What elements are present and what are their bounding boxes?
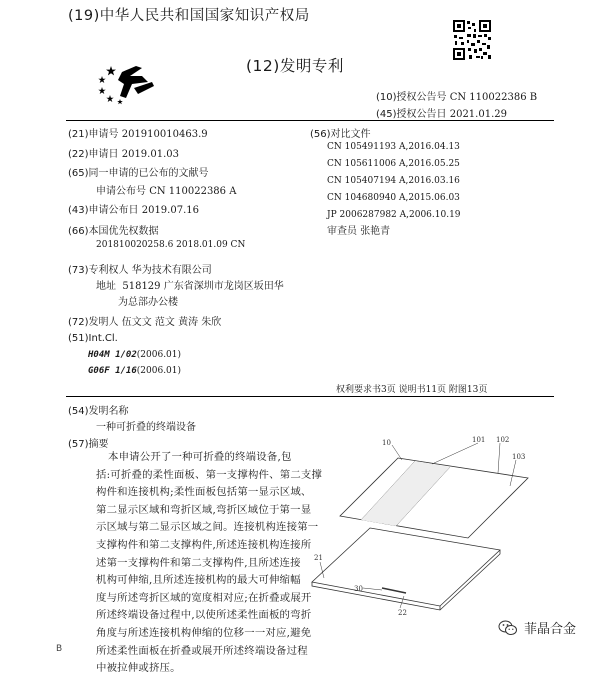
patentee-row bbox=[68, 261, 212, 276]
examiner-row bbox=[327, 222, 390, 237]
refs-label: (56)对比文件 bbox=[310, 129, 371, 140]
figure-label: 102 bbox=[496, 436, 510, 444]
ipc2-row bbox=[88, 366, 181, 376]
abstract-label: (57)摘要 bbox=[68, 439, 109, 450]
priority-data: 201810020258.6 2018.01.09 CN bbox=[96, 240, 246, 250]
device-base bbox=[312, 528, 500, 606]
cnipa-logo-icon bbox=[96, 62, 160, 106]
grant-pub-no-row bbox=[376, 88, 537, 103]
grant-pub-date: 2021.01.29 bbox=[449, 109, 507, 120]
wechat-icon bbox=[498, 620, 518, 636]
title-label: (54)发明名称 bbox=[68, 406, 129, 417]
grant-pub-date-row bbox=[376, 105, 507, 120]
figure-label: 10 bbox=[382, 439, 391, 447]
figure-label: 103 bbox=[512, 453, 526, 461]
pages-info: 权利要求书3页 说明书11页 附图13页 bbox=[336, 385, 488, 395]
figure-label: 30 bbox=[354, 585, 363, 593]
abstract-line: 所述终端设备过程中,以使所述柔性面板的弯折 bbox=[96, 609, 312, 622]
address-row bbox=[96, 277, 284, 292]
app-no-label: (21)申请号 bbox=[68, 129, 119, 140]
office-name: (19)中华人民共和国国家知识产权局 bbox=[68, 8, 310, 24]
abstract-line: 所述柔性面板在折叠或展开所述终端设备过程 bbox=[96, 644, 308, 657]
abstract-line: 度与所述弯折区域的宽度相对应;在折叠或展开 bbox=[96, 591, 312, 604]
inventor-row bbox=[68, 313, 221, 328]
app-date: 2019.01.03 bbox=[121, 149, 179, 160]
prior-pub-no: CN 110022386 A bbox=[149, 186, 237, 197]
document-type: (12)发明专利 bbox=[246, 57, 344, 75]
invention-title: 一种可折叠的终端设备 bbox=[96, 422, 196, 433]
watermark bbox=[498, 618, 576, 637]
figure-label: 22 bbox=[398, 609, 407, 617]
section-divider bbox=[66, 396, 554, 397]
ref-item: CN 104680940 A,2015.06.03 bbox=[327, 193, 460, 203]
app-no-row bbox=[68, 125, 208, 140]
address-label: 地址 bbox=[96, 281, 116, 292]
abstract-line: 括:可折叠的柔性面板、第一支撑构件、第二支撑 bbox=[96, 468, 323, 481]
ipc2-ver: (2006.01) bbox=[136, 366, 182, 376]
prior-pub-label: (65)同一申请的已公布的文献号 bbox=[68, 168, 209, 179]
ipc1-row bbox=[88, 350, 181, 360]
abstract-line: 支撑构件和第二支撑构件,所述连接机构连接所 bbox=[96, 539, 312, 551]
app-date-label: (22)申请日 bbox=[68, 149, 119, 160]
ref-item: CN 105407194 A,2016.03.16 bbox=[327, 176, 460, 186]
pub-date: 2019.07.16 bbox=[141, 205, 199, 216]
ref-item: CN 105491193 A,2016.04.13 bbox=[327, 142, 460, 152]
address-line2: 为总部办公楼 bbox=[118, 297, 178, 308]
abstract-line: 第二显示区域和弯折区域,弯折区域位于第一显 bbox=[96, 503, 312, 516]
inventor-label: (72)发明人 bbox=[68, 317, 119, 328]
ipc2-code: G06F 1/16 bbox=[88, 366, 137, 376]
prior-pub-sub-label: 申请公布号 bbox=[96, 186, 146, 197]
grant-pub-no: CN 110022386 B bbox=[449, 92, 538, 103]
patentee-label: (73)专利权人 bbox=[68, 265, 129, 276]
patentee: 华为技术有限公司 bbox=[131, 265, 212, 276]
grant-pub-no-label: (10)授权公告号 bbox=[376, 92, 447, 103]
header-divider bbox=[66, 120, 554, 121]
pub-date-row bbox=[68, 201, 199, 216]
abstract-line: 角度与所述连接机构伸缩的位移一一对应,避免 bbox=[96, 627, 312, 639]
app-no: 201910010463.9 bbox=[121, 129, 208, 140]
figure-label: 101 bbox=[472, 436, 486, 444]
address-line1: 518129 广东省深圳市龙岗区坂田华 bbox=[122, 281, 284, 292]
abstract-line: 机构可伸缩,且所述连接机构的最大可伸缩幅 bbox=[96, 574, 301, 587]
watermark-text: 菲晶合金 bbox=[524, 622, 577, 637]
figure-label: 21 bbox=[314, 554, 323, 562]
qr-code-icon bbox=[452, 19, 492, 61]
side-mark: B bbox=[56, 644, 63, 654]
patent-figure bbox=[300, 410, 560, 618]
inventors: 伍文文 范文 黄涛 朱欣 bbox=[121, 317, 222, 328]
pub-date-label: (43)申请公布日 bbox=[68, 205, 139, 216]
abstract-line: 构件和连接机构;柔性面板包括第一显示区域、 bbox=[96, 486, 312, 499]
ipc-label: (51)Int.Cl. bbox=[68, 333, 118, 344]
ipc1-code: H04M 1/02 bbox=[88, 350, 137, 360]
app-date-row bbox=[68, 145, 179, 160]
abstract-line: 示区域与第二显示区域之间。连接机构连接第一 bbox=[96, 521, 319, 534]
examiner-label: 审查员 bbox=[327, 226, 357, 237]
ipc1-ver: (2006.01) bbox=[136, 350, 182, 360]
abstract-line: 中被拉伸或挤压。 bbox=[96, 662, 181, 674]
prior-pub-row bbox=[96, 182, 236, 197]
grant-pub-date-label: (45)授权公告日 bbox=[376, 109, 447, 120]
abstract-line: 本申请公开了一种可折叠的终端设备,包 bbox=[108, 451, 292, 463]
ref-item: JP 2006287982 A,2006.10.19 bbox=[327, 210, 461, 220]
abstract-line: 述第一支撑构件和第二支撑构件,且所述连接 bbox=[96, 556, 301, 569]
priority-label: (66)本国优先权数据 bbox=[68, 226, 159, 237]
ref-item: CN 105611006 A,2016.05.25 bbox=[327, 159, 460, 169]
examiner: 张艳青 bbox=[360, 226, 391, 237]
